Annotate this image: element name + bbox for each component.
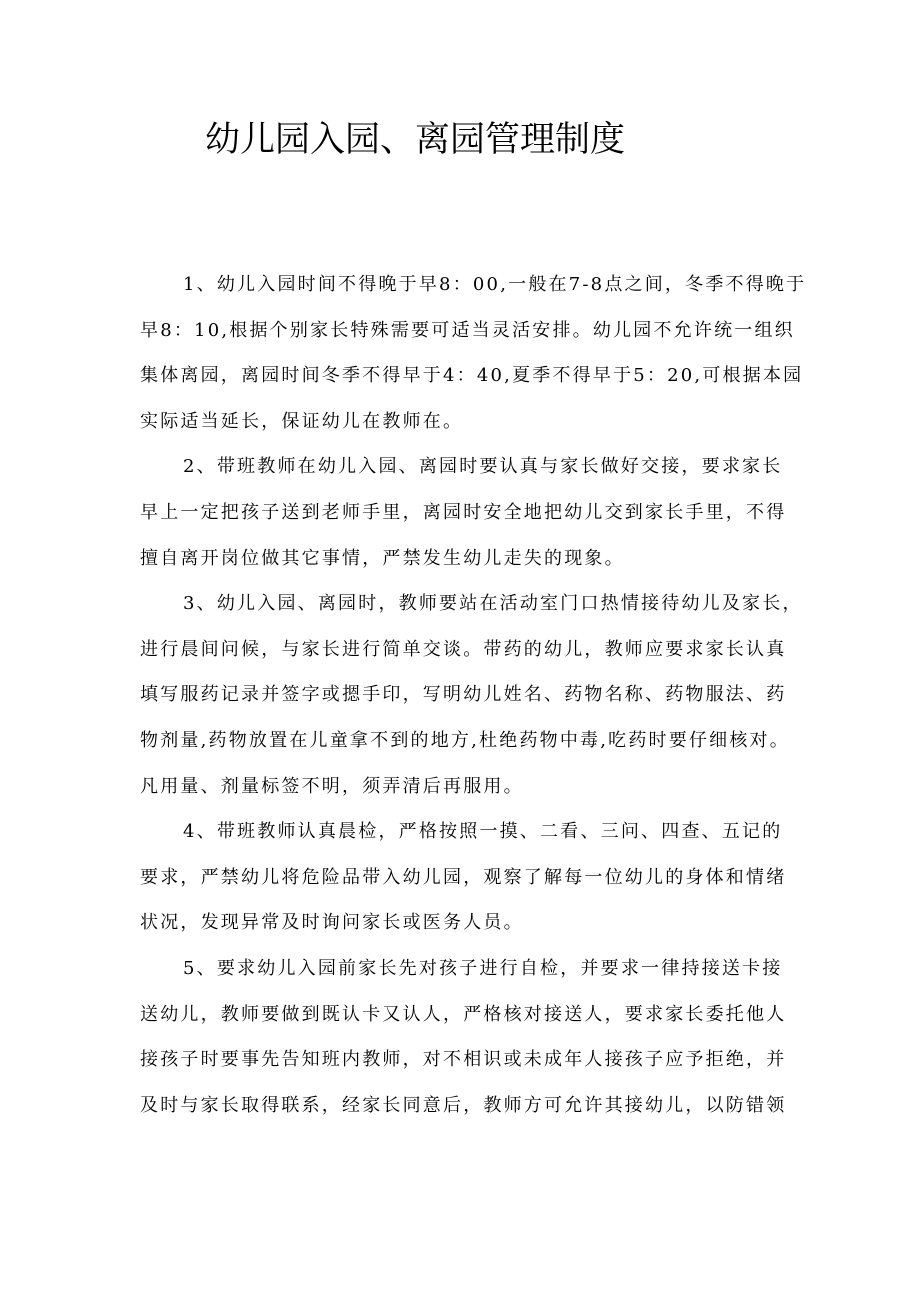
- paragraph-line: 早上一定把孩子送到老师手里，离园时安全地把幼儿交到家长手里，不得: [140, 501, 787, 523]
- paragraph-line: 接孩子时要事先告知班内教师，对不相识或未成年人接孩子应予拒绝，并: [140, 1049, 787, 1071]
- paragraph-line: 实际适当延长，保证幼儿在教师在。: [140, 410, 464, 432]
- paragraph-line: 送幼儿，教师要做到既认卡又认人，严格核对接送人，要求家长委托他人: [140, 1003, 787, 1025]
- paragraph-line: 凡用量、剂量标签不明，须弄清后再服用。: [140, 775, 524, 797]
- paragraph-line: 4、带班教师认真晨检，严格按照一摸、二看、三问、四查、五记的: [183, 821, 783, 843]
- paragraph-line: 状况，发现异常及时询问家长或医务人员。: [140, 912, 524, 934]
- paragraph-5: [140, 946, 787, 1128]
- document-body: [140, 262, 807, 1128]
- document-title: 幼儿园入园、离园管理制度: [205, 120, 626, 160]
- paragraph-line: 早8：10,根据个别家长特殊需要可适当灵活安排。幼儿园不允许统一组织: [140, 319, 795, 341]
- paragraph-4: [140, 809, 787, 946]
- paragraph-1: [140, 262, 807, 444]
- paragraph-line: 集体离园，离园时间冬季不得早于4：40,夏季不得早于5：20,可根据本园: [140, 365, 804, 387]
- paragraph-line: 2、带班教师在幼儿入园、离园时要认真与家长做好交接，要求家长: [183, 456, 783, 478]
- paragraph-line: 1、幼儿入园时间不得晚于早8：00,一般在7-8点之间，冬季不得晚于: [183, 274, 807, 295]
- paragraph-line: 及时与家长取得联系，经家长同意后，教师方可允许其接幼儿，以防错领: [140, 1094, 787, 1116]
- paragraph-line: 要求，严禁幼儿将危险品带入幼儿园，观察了解每一位幼儿的身体和情绪: [140, 866, 787, 888]
- paragraph-line: 填写服药记录并签字或摁手印，写明幼儿姓名、药物名称、药物服法、药: [140, 684, 787, 706]
- paragraph-line: 进行晨间问候，与家长进行简单交谈。带药的幼儿，教师应要求家长认真: [140, 638, 787, 660]
- paragraph-2: [140, 444, 787, 581]
- paragraph-3: [140, 581, 803, 809]
- paragraph-line: 物剂量,药物放置在儿童拿不到的地方,杜绝药物中毒,吃药时要仔细核对。: [140, 729, 790, 751]
- paragraph-line: 擅自离开岗位做其它事情，严禁发生幼儿走失的现象。: [140, 547, 625, 569]
- paragraph-line: 5、要求幼儿入园前家长先对孩子进行自检，并要求一律持接送卡接: [183, 957, 783, 979]
- paragraph-line: 3、幼儿入园、离园时，教师要站在活动室门口热情接待幼儿及家长，: [183, 593, 803, 615]
